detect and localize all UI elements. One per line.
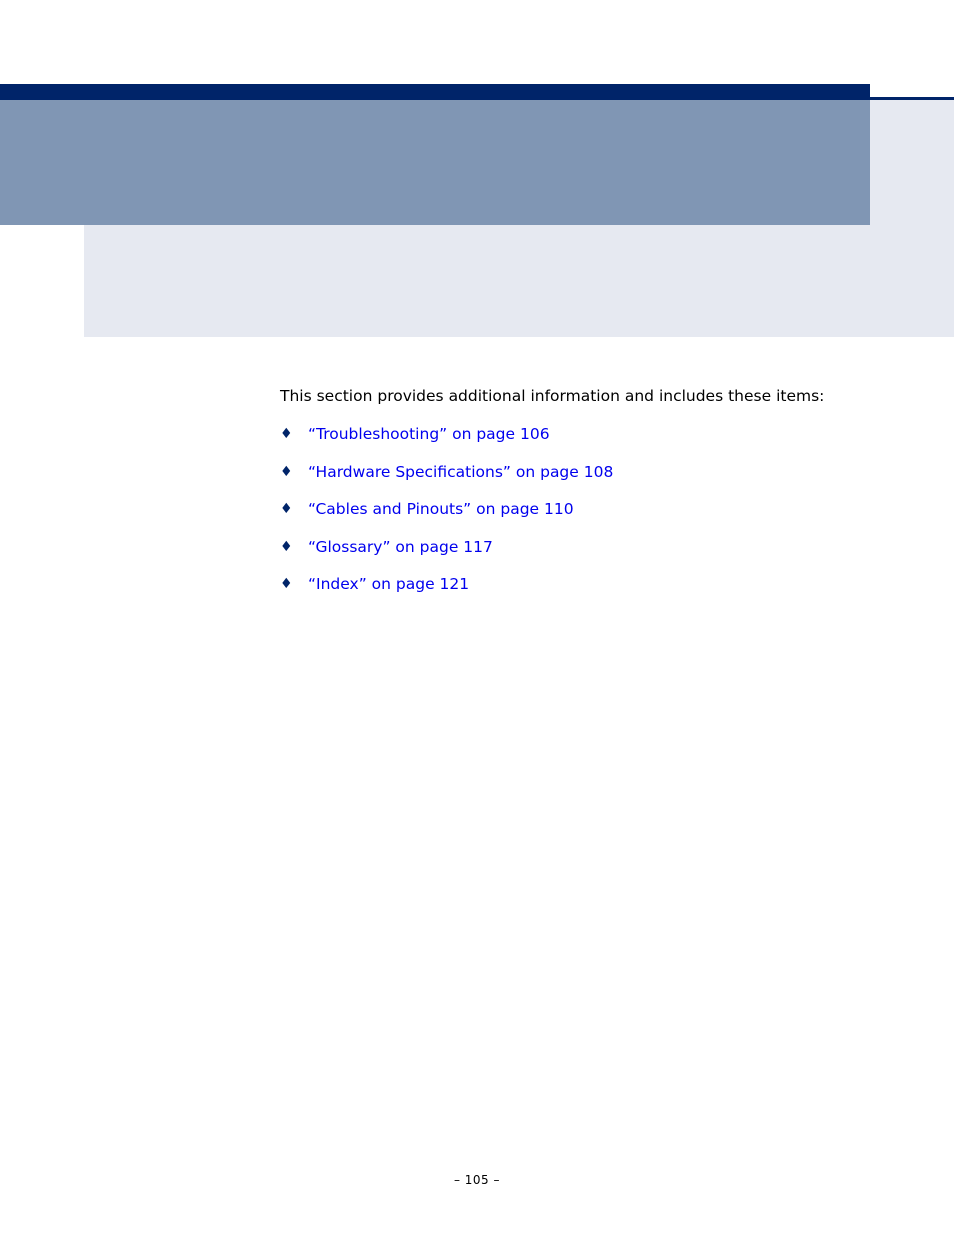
page-number: – 105 – xyxy=(453,1173,501,1187)
link-hardware-specifications[interactable]: “Hardware Specifications” on page 108 xyxy=(308,462,614,481)
list-item xyxy=(280,536,613,574)
chapter-header-panel xyxy=(0,100,870,225)
chapter-header-rule xyxy=(870,97,954,100)
diamond-bullet-icon: ♦ xyxy=(280,426,293,442)
link-glossary[interactable]: “Glossary” on page 117 xyxy=(308,537,493,556)
list-item xyxy=(280,423,613,461)
link-troubleshooting[interactable]: “Troubleshooting” on page 106 xyxy=(308,425,550,443)
diamond-bullet-icon: ♦ xyxy=(280,576,293,592)
diamond-bullet-icon: ♦ xyxy=(280,538,293,555)
list-item xyxy=(280,461,613,499)
chapter-header-bar xyxy=(0,84,870,100)
section-intro: This section provides additional information and includes these items: xyxy=(280,387,825,405)
link-index[interactable]: “Index” on page 121 xyxy=(308,575,470,593)
list-item xyxy=(280,498,613,536)
list-item xyxy=(280,573,613,611)
section-item-list xyxy=(280,423,613,611)
link-cables-and-pinouts[interactable]: “Cables and Pinouts” on page 110 xyxy=(308,500,574,518)
diamond-bullet-icon: ♦ xyxy=(280,463,293,480)
diamond-bullet-icon: ♦ xyxy=(280,501,293,517)
